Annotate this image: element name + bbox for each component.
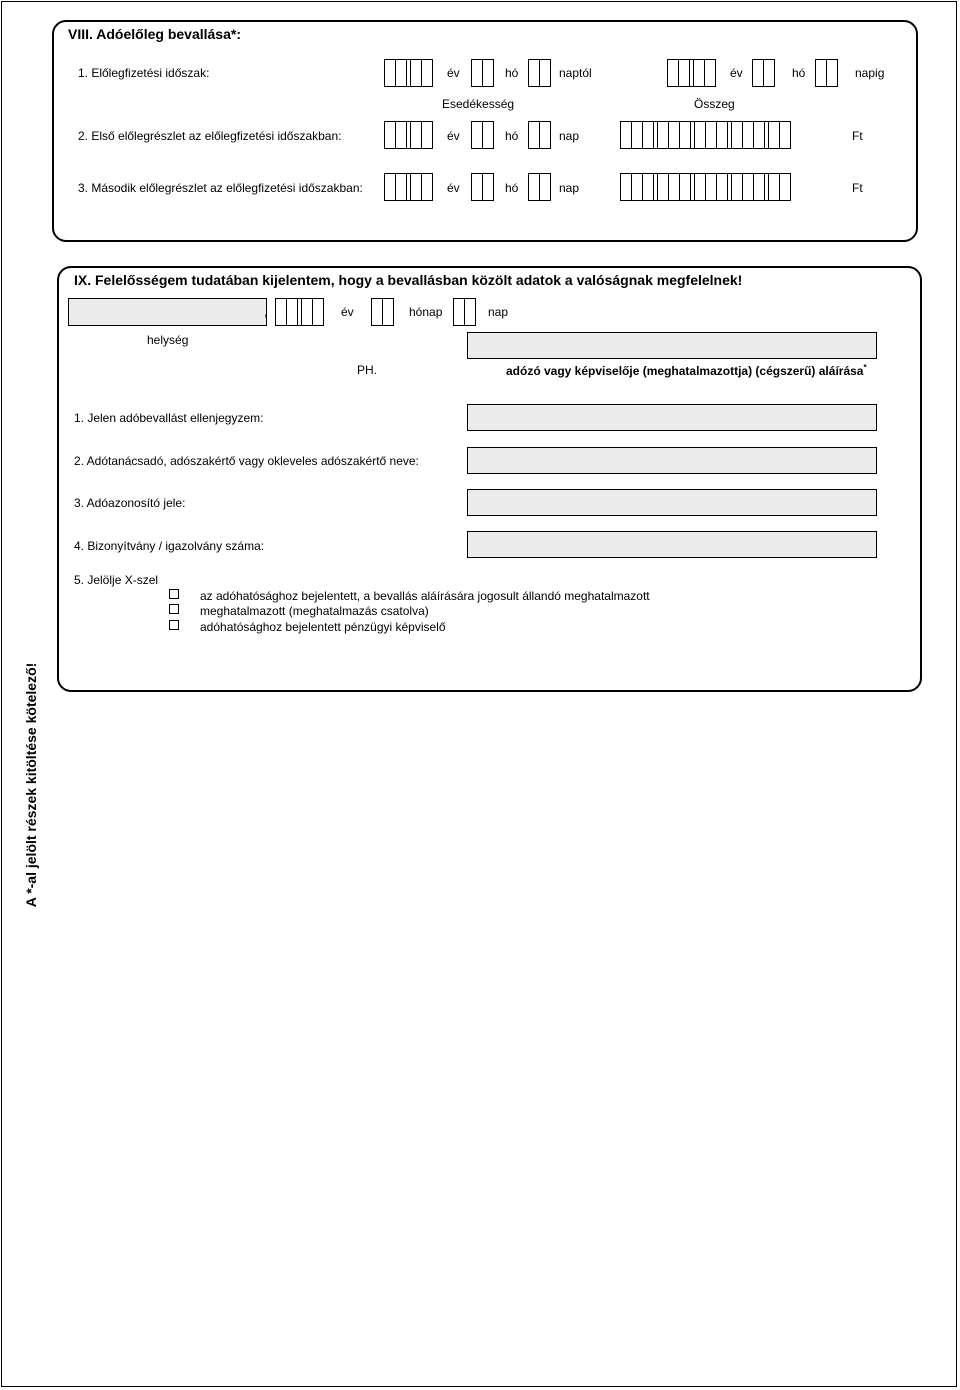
label-napig: napig: [855, 66, 885, 80]
first-due-month-field[interactable]: [471, 121, 494, 149]
second-due-month-field[interactable]: [471, 173, 494, 201]
signature-label: [506, 363, 867, 378]
row3-label: 3. Második előlegrészlet az előlegfizetési időszakban:: [78, 181, 363, 195]
second-amount-field[interactable]: [620, 173, 791, 201]
label-osszeg: Összeg: [694, 97, 735, 111]
label-honap: hónap: [409, 305, 443, 319]
declaration-year-field[interactable]: [275, 298, 324, 326]
field1-label: 1. Jelen adóbevallást ellenjegyzem:: [74, 411, 264, 425]
signature-star: *: [863, 363, 867, 372]
period-from-day-field[interactable]: [528, 59, 551, 87]
label-ft: Ft: [852, 181, 863, 195]
period-to-day-field[interactable]: [815, 59, 838, 87]
option-label-2: meghatalmazott (meghatalmazás csatolva): [200, 604, 429, 618]
field5-label: 5. Jelölje X-szel: [74, 573, 159, 587]
label-ho: hó: [792, 66, 806, 80]
mandatory-note: A *-al jelölt részek kitöltése kötelező!: [23, 662, 39, 908]
label-nap: nap: [488, 305, 509, 319]
option-checkbox-3[interactable]: [169, 620, 179, 630]
row1-label: 1. Előlegfizetési időszak:: [78, 66, 210, 80]
first-due-day-field[interactable]: [528, 121, 551, 149]
second-due-year-field[interactable]: [384, 173, 433, 201]
second-due-day-field[interactable]: [528, 173, 551, 201]
comma: ,: [264, 305, 268, 319]
label-ph: PH.: [357, 363, 378, 377]
field2-label: 2. Adótanácsadó, adószakértő vagy okleveles adószakértő neve:: [74, 454, 419, 468]
label-ho: hó: [505, 129, 519, 143]
label-ho: hó: [505, 66, 519, 80]
signature-label-text: adózó vagy képviselője (meghatalmazottja) (cégszerű) aláírása: [506, 364, 864, 378]
period-to-month-field[interactable]: [752, 59, 775, 87]
label-ho: hó: [505, 181, 519, 195]
label-ev: év: [447, 66, 460, 80]
countersign-field[interactable]: [467, 404, 877, 431]
field3-label: 3. Adóazonosító jele:: [74, 496, 186, 510]
label-nap: nap: [559, 129, 580, 143]
label-ev: év: [447, 129, 460, 143]
label-nap: nap: [559, 181, 580, 195]
label-esedekesseg: Esedékesség: [442, 97, 515, 111]
section-viii-title: VIII. Adóelőleg bevallása*:: [68, 26, 241, 42]
label-helyseg: helység: [147, 333, 189, 347]
row2-label: 2. Első előlegrészlet az előlegfizetési időszakban:: [78, 129, 342, 143]
option-checkbox-2[interactable]: [169, 604, 179, 614]
first-due-year-field[interactable]: [384, 121, 433, 149]
label-ev: év: [447, 181, 460, 195]
section-ix-title: IX. Felelősségem tudatában kijelentem, hogy a bevallásban közölt adatok a valóságnak megfelelnek!: [74, 272, 743, 288]
advisor-name-field[interactable]: [467, 447, 877, 474]
label-naptol: naptól: [559, 66, 592, 80]
declaration-month-field[interactable]: [371, 298, 394, 326]
label-ev: év: [341, 305, 354, 319]
tax-id-field[interactable]: [467, 489, 877, 516]
option-label-1: az adóhatósághoz bejelentett, a bevallás aláírására jogosult állandó meghatalmazott: [200, 589, 650, 603]
label-ft: Ft: [852, 129, 863, 143]
signature-field[interactable]: [467, 332, 877, 359]
period-to-year-field[interactable]: [667, 59, 716, 87]
option-label-3: adóhatósághoz bejelentett pénzügyi képviselő: [200, 620, 446, 634]
declaration-day-field[interactable]: [453, 298, 476, 326]
certificate-number-field[interactable]: [467, 531, 877, 558]
section-declaration: [57, 266, 922, 692]
option-checkbox-1[interactable]: [169, 589, 179, 599]
first-amount-field[interactable]: [620, 121, 791, 149]
label-ev: év: [730, 66, 743, 80]
field4-label: 4. Bizonyítvány / igazolvány száma:: [74, 539, 265, 553]
period-from-year-field[interactable]: [384, 59, 433, 87]
period-from-month-field[interactable]: [471, 59, 494, 87]
place-field[interactable]: [68, 298, 267, 326]
